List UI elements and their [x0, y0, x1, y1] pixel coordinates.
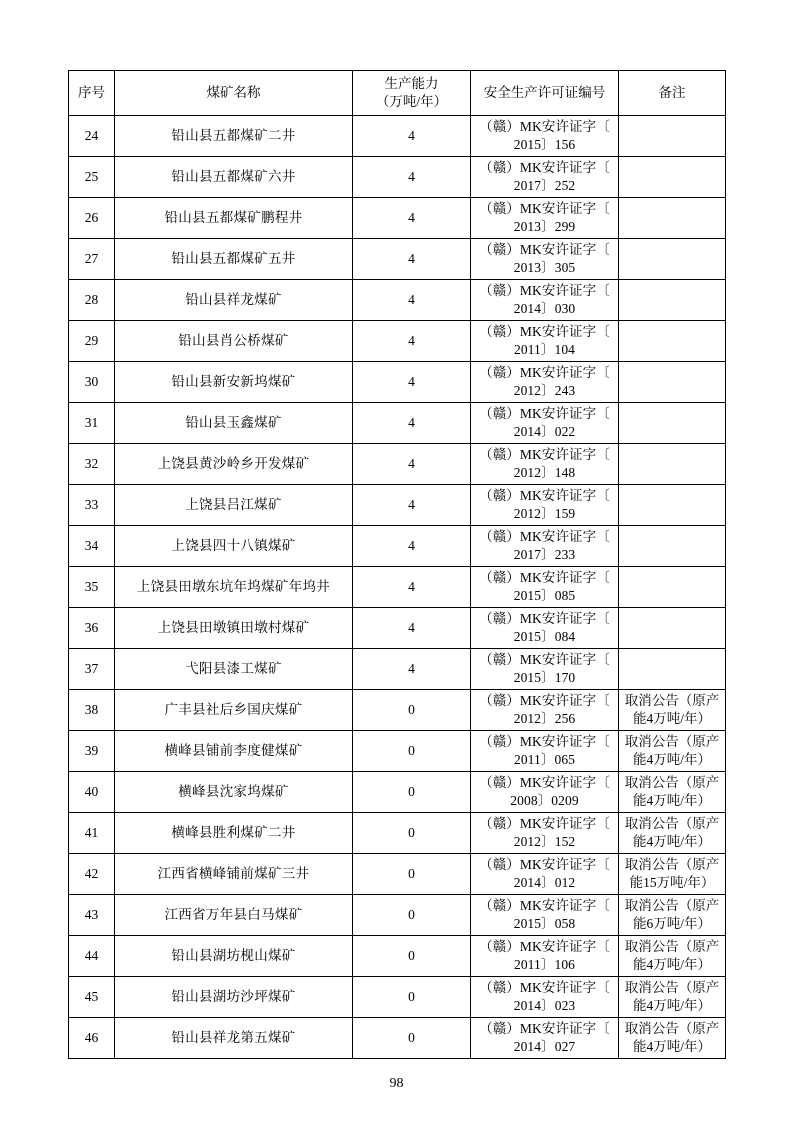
remark-line1: 取消公告（原产	[624, 733, 720, 749]
table-row	[69, 567, 726, 608]
table-row	[69, 239, 726, 280]
license-line1: （赣）MK安许证字〔	[479, 1020, 610, 1036]
cell-remark	[619, 854, 726, 895]
cell-serial-number: 32	[69, 444, 115, 485]
cell-mine-name: 广丰县社后乡国庆煤矿	[115, 690, 353, 731]
table-row	[69, 1018, 726, 1059]
cell-capacity: 4	[353, 567, 471, 608]
table-row	[69, 608, 726, 649]
license-line1: （赣）MK安许证字〔	[479, 651, 610, 667]
table-row	[69, 198, 726, 239]
cell-license-number	[471, 895, 619, 936]
column-header-license: 安全生产许可证编号	[471, 71, 619, 116]
cell-capacity: 4	[353, 157, 471, 198]
cell-remark	[619, 362, 726, 403]
cell-serial-number: 37	[69, 649, 115, 690]
cell-license-number	[471, 936, 619, 977]
cell-mine-name: 上饶县吕江煤矿	[115, 485, 353, 526]
table-row	[69, 157, 726, 198]
cell-license-number	[471, 198, 619, 239]
table-row	[69, 649, 726, 690]
license-line2: 2013〕299	[513, 219, 576, 234]
cell-serial-number: 30	[69, 362, 115, 403]
license-line1: （赣）MK安许证字〔	[479, 323, 610, 339]
license-line2: 2011〕065	[513, 752, 576, 767]
cell-license-number	[471, 239, 619, 280]
cell-capacity: 4	[353, 321, 471, 362]
column-header-remark: 备注	[619, 71, 726, 116]
cell-license-number	[471, 362, 619, 403]
remark-line1: 取消公告（原产	[624, 774, 720, 790]
remark-line2: 能4万吨/年）	[632, 834, 711, 849]
table-row	[69, 444, 726, 485]
cell-capacity: 4	[353, 239, 471, 280]
cell-license-number	[471, 813, 619, 854]
column-header-capacity	[353, 71, 471, 116]
remark-line2: 能15万吨/年）	[629, 875, 715, 890]
cell-remark	[619, 608, 726, 649]
cell-remark	[619, 649, 726, 690]
table-row	[69, 690, 726, 731]
cell-capacity: 0	[353, 690, 471, 731]
cell-license-number	[471, 280, 619, 321]
coal-mine-table	[68, 70, 726, 1059]
license-line2: 2011〕104	[513, 342, 576, 357]
cell-serial-number: 33	[69, 485, 115, 526]
license-line2: 2015〕156	[513, 137, 576, 152]
cell-license-number	[471, 731, 619, 772]
cell-remark	[619, 485, 726, 526]
license-line1: （赣）MK安许证字〔	[479, 610, 610, 626]
cell-remark	[619, 936, 726, 977]
remark-line1: 取消公告（原产	[624, 692, 720, 708]
cell-remark	[619, 690, 726, 731]
license-line1: （赣）MK安许证字〔	[479, 856, 610, 872]
license-line1: （赣）MK安许证字〔	[479, 692, 610, 708]
license-line2: 2012〕159	[513, 506, 576, 521]
table-row	[69, 485, 726, 526]
remark-line1: 取消公告（原产	[624, 856, 720, 872]
table-row	[69, 895, 726, 936]
license-line2: 2014〕027	[513, 1039, 576, 1054]
table-header	[69, 71, 726, 116]
cell-serial-number: 42	[69, 854, 115, 895]
license-line2: 2014〕012	[513, 875, 576, 890]
cell-serial-number: 35	[69, 567, 115, 608]
cell-capacity: 4	[353, 649, 471, 690]
cell-license-number	[471, 567, 619, 608]
license-line1: （赣）MK安许证字〔	[479, 118, 610, 134]
cell-capacity: 0	[353, 1018, 471, 1059]
cell-mine-name: 铅山县湖坊沙坪煤矿	[115, 977, 353, 1018]
cell-mine-name: 横峰县铺前李度健煤矿	[115, 731, 353, 772]
cell-mine-name: 上饶县四十八镇煤矿	[115, 526, 353, 567]
license-line1: （赣）MK安许证字〔	[479, 487, 610, 503]
cell-remark	[619, 198, 726, 239]
cell-capacity: 0	[353, 895, 471, 936]
license-line1: （赣）MK安许证字〔	[479, 815, 610, 831]
cell-remark	[619, 977, 726, 1018]
cell-serial-number: 46	[69, 1018, 115, 1059]
license-line1: （赣）MK安许证字〔	[479, 282, 610, 298]
remark-line1: 取消公告（原产	[624, 979, 720, 995]
license-line2: 2014〕023	[513, 998, 576, 1013]
cell-mine-name: 横峰县沈家坞煤矿	[115, 772, 353, 813]
remark-line2: 能4万吨/年）	[632, 752, 711, 767]
license-line2: 2012〕256	[513, 711, 576, 726]
cell-capacity: 4	[353, 362, 471, 403]
cell-capacity: 0	[353, 854, 471, 895]
cell-serial-number: 31	[69, 403, 115, 444]
cell-license-number	[471, 116, 619, 157]
cell-license-number	[471, 649, 619, 690]
cell-remark	[619, 116, 726, 157]
column-header-capacity-line1: 生产能力	[384, 75, 439, 91]
license-line1: （赣）MK安许证字〔	[479, 528, 610, 544]
cell-mine-name: 铅山县祥龙煤矿	[115, 280, 353, 321]
cell-serial-number: 40	[69, 772, 115, 813]
cell-capacity: 0	[353, 772, 471, 813]
column-header-name: 煤矿名称	[115, 71, 353, 116]
cell-serial-number: 34	[69, 526, 115, 567]
page-number: 98	[389, 1076, 404, 1091]
cell-license-number	[471, 403, 619, 444]
remark-line1: 取消公告（原产	[624, 1020, 720, 1036]
cell-serial-number: 26	[69, 198, 115, 239]
cell-mine-name: 铅山县五都煤矿二井	[115, 116, 353, 157]
table-row	[69, 526, 726, 567]
cell-serial-number: 29	[69, 321, 115, 362]
cell-mine-name: 铅山县五都煤矿五井	[115, 239, 353, 280]
cell-mine-name: 铅山县新安新坞煤矿	[115, 362, 353, 403]
cell-license-number	[471, 977, 619, 1018]
license-line2: 2017〕252	[513, 178, 576, 193]
cell-remark	[619, 444, 726, 485]
cell-capacity: 4	[353, 485, 471, 526]
cell-mine-name: 铅山县玉鑫煤矿	[115, 403, 353, 444]
license-line2: 2012〕152	[513, 834, 576, 849]
cell-mine-name: 铅山县祥龙第五煤矿	[115, 1018, 353, 1059]
cell-remark	[619, 1018, 726, 1059]
cell-remark	[619, 280, 726, 321]
cell-license-number	[471, 854, 619, 895]
cell-license-number	[471, 321, 619, 362]
cell-mine-name: 铅山县肖公桥煤矿	[115, 321, 353, 362]
cell-serial-number: 24	[69, 116, 115, 157]
cell-serial-number: 28	[69, 280, 115, 321]
cell-license-number	[471, 608, 619, 649]
remark-line2: 能4万吨/年）	[632, 793, 711, 808]
cell-remark	[619, 772, 726, 813]
table-row	[69, 772, 726, 813]
cell-remark	[619, 526, 726, 567]
table-row	[69, 362, 726, 403]
cell-remark	[619, 239, 726, 280]
cell-capacity: 4	[353, 116, 471, 157]
cell-capacity: 0	[353, 731, 471, 772]
table-body	[69, 116, 726, 1059]
cell-serial-number: 44	[69, 936, 115, 977]
cell-mine-name: 铅山县五都煤矿六井	[115, 157, 353, 198]
license-line1: （赣）MK安许证字〔	[479, 200, 610, 216]
license-line1: （赣）MK安许证字〔	[479, 774, 610, 790]
cell-serial-number: 36	[69, 608, 115, 649]
remark-line2: 能4万吨/年）	[632, 1039, 711, 1054]
cell-mine-name: 横峰县胜利煤矿二井	[115, 813, 353, 854]
license-line2: 2012〕243	[513, 383, 576, 398]
table-row	[69, 936, 726, 977]
cell-serial-number: 25	[69, 157, 115, 198]
license-line1: （赣）MK安许证字〔	[479, 241, 610, 257]
cell-mine-name: 江西省横峰铺前煤矿三井	[115, 854, 353, 895]
cell-remark	[619, 813, 726, 854]
license-line1: （赣）MK安许证字〔	[479, 446, 610, 462]
cell-remark	[619, 895, 726, 936]
column-header-capacity-line2: （万吨/年）	[375, 94, 448, 109]
cell-remark	[619, 731, 726, 772]
cell-remark	[619, 403, 726, 444]
table-header-row	[69, 71, 726, 116]
license-line1: （赣）MK安许证字〔	[479, 159, 610, 175]
license-line2: 2012〕148	[513, 465, 576, 480]
cell-capacity: 4	[353, 198, 471, 239]
cell-capacity: 0	[353, 936, 471, 977]
table-row	[69, 321, 726, 362]
cell-capacity: 0	[353, 977, 471, 1018]
cell-serial-number: 45	[69, 977, 115, 1018]
cell-serial-number: 38	[69, 690, 115, 731]
license-line2: 2015〕085	[513, 588, 576, 603]
license-line1: （赣）MK安许证字〔	[479, 938, 610, 954]
table-row	[69, 977, 726, 1018]
license-line1: （赣）MK安许证字〔	[479, 569, 610, 585]
cell-license-number	[471, 690, 619, 731]
cell-license-number	[471, 1018, 619, 1059]
license-line2: 2015〕170	[513, 670, 576, 685]
remark-line1: 取消公告（原产	[624, 897, 720, 913]
cell-mine-name: 上饶县田墩镇田墩村煤矿	[115, 608, 353, 649]
cell-license-number	[471, 485, 619, 526]
license-line1: （赣）MK安许证字〔	[479, 733, 610, 749]
table-row	[69, 731, 726, 772]
license-line2: 2013〕305	[513, 260, 576, 275]
remark-line1: 取消公告（原产	[624, 815, 720, 831]
table-row	[69, 854, 726, 895]
cell-mine-name: 铅山县五都煤矿鹏程井	[115, 198, 353, 239]
cell-serial-number: 41	[69, 813, 115, 854]
column-header-no: 序号	[69, 71, 115, 116]
table-row	[69, 116, 726, 157]
cell-license-number	[471, 772, 619, 813]
cell-mine-name: 上饶县黄沙岭乡开发煤矿	[115, 444, 353, 485]
remark-line1: 取消公告（原产	[624, 938, 720, 954]
cell-mine-name: 上饶县田墩东坑年坞煤矿年坞井	[115, 567, 353, 608]
cell-serial-number: 27	[69, 239, 115, 280]
remark-line2: 能6万吨/年）	[632, 916, 711, 931]
cell-remark	[619, 321, 726, 362]
table-row	[69, 403, 726, 444]
license-line2: 2015〕058	[513, 916, 576, 931]
cell-capacity: 4	[353, 403, 471, 444]
cell-capacity: 4	[353, 280, 471, 321]
license-line2: 2014〕022	[513, 424, 576, 439]
cell-mine-name: 铅山县湖坊枧山煤矿	[115, 936, 353, 977]
remark-line2: 能4万吨/年）	[632, 711, 711, 726]
cell-capacity: 4	[353, 444, 471, 485]
cell-capacity: 4	[353, 526, 471, 567]
license-line2: 2011〕106	[513, 957, 576, 972]
cell-serial-number: 43	[69, 895, 115, 936]
cell-mine-name: 弋阳县漆工煤矿	[115, 649, 353, 690]
cell-capacity: 4	[353, 608, 471, 649]
remark-line2: 能4万吨/年）	[632, 998, 711, 1013]
cell-license-number	[471, 526, 619, 567]
cell-remark	[619, 157, 726, 198]
remark-line2: 能4万吨/年）	[632, 957, 711, 972]
cell-serial-number: 39	[69, 731, 115, 772]
license-line2: 2017〕233	[513, 547, 576, 562]
license-line1: （赣）MK安许证字〔	[479, 405, 610, 421]
table-row	[69, 813, 726, 854]
cell-capacity: 0	[353, 813, 471, 854]
license-line2: 2015〕084	[513, 629, 576, 644]
cell-mine-name: 江西省万年县白马煤矿	[115, 895, 353, 936]
cell-remark	[619, 567, 726, 608]
license-line1: （赣）MK安许证字〔	[479, 979, 610, 995]
table-row	[69, 280, 726, 321]
license-line2: 2008〕0209	[510, 793, 579, 808]
cell-license-number	[471, 157, 619, 198]
license-line1: （赣）MK安许证字〔	[479, 364, 610, 380]
license-line1: （赣）MK安许证字〔	[479, 897, 610, 913]
license-line2: 2014〕030	[513, 301, 576, 316]
cell-license-number	[471, 444, 619, 485]
